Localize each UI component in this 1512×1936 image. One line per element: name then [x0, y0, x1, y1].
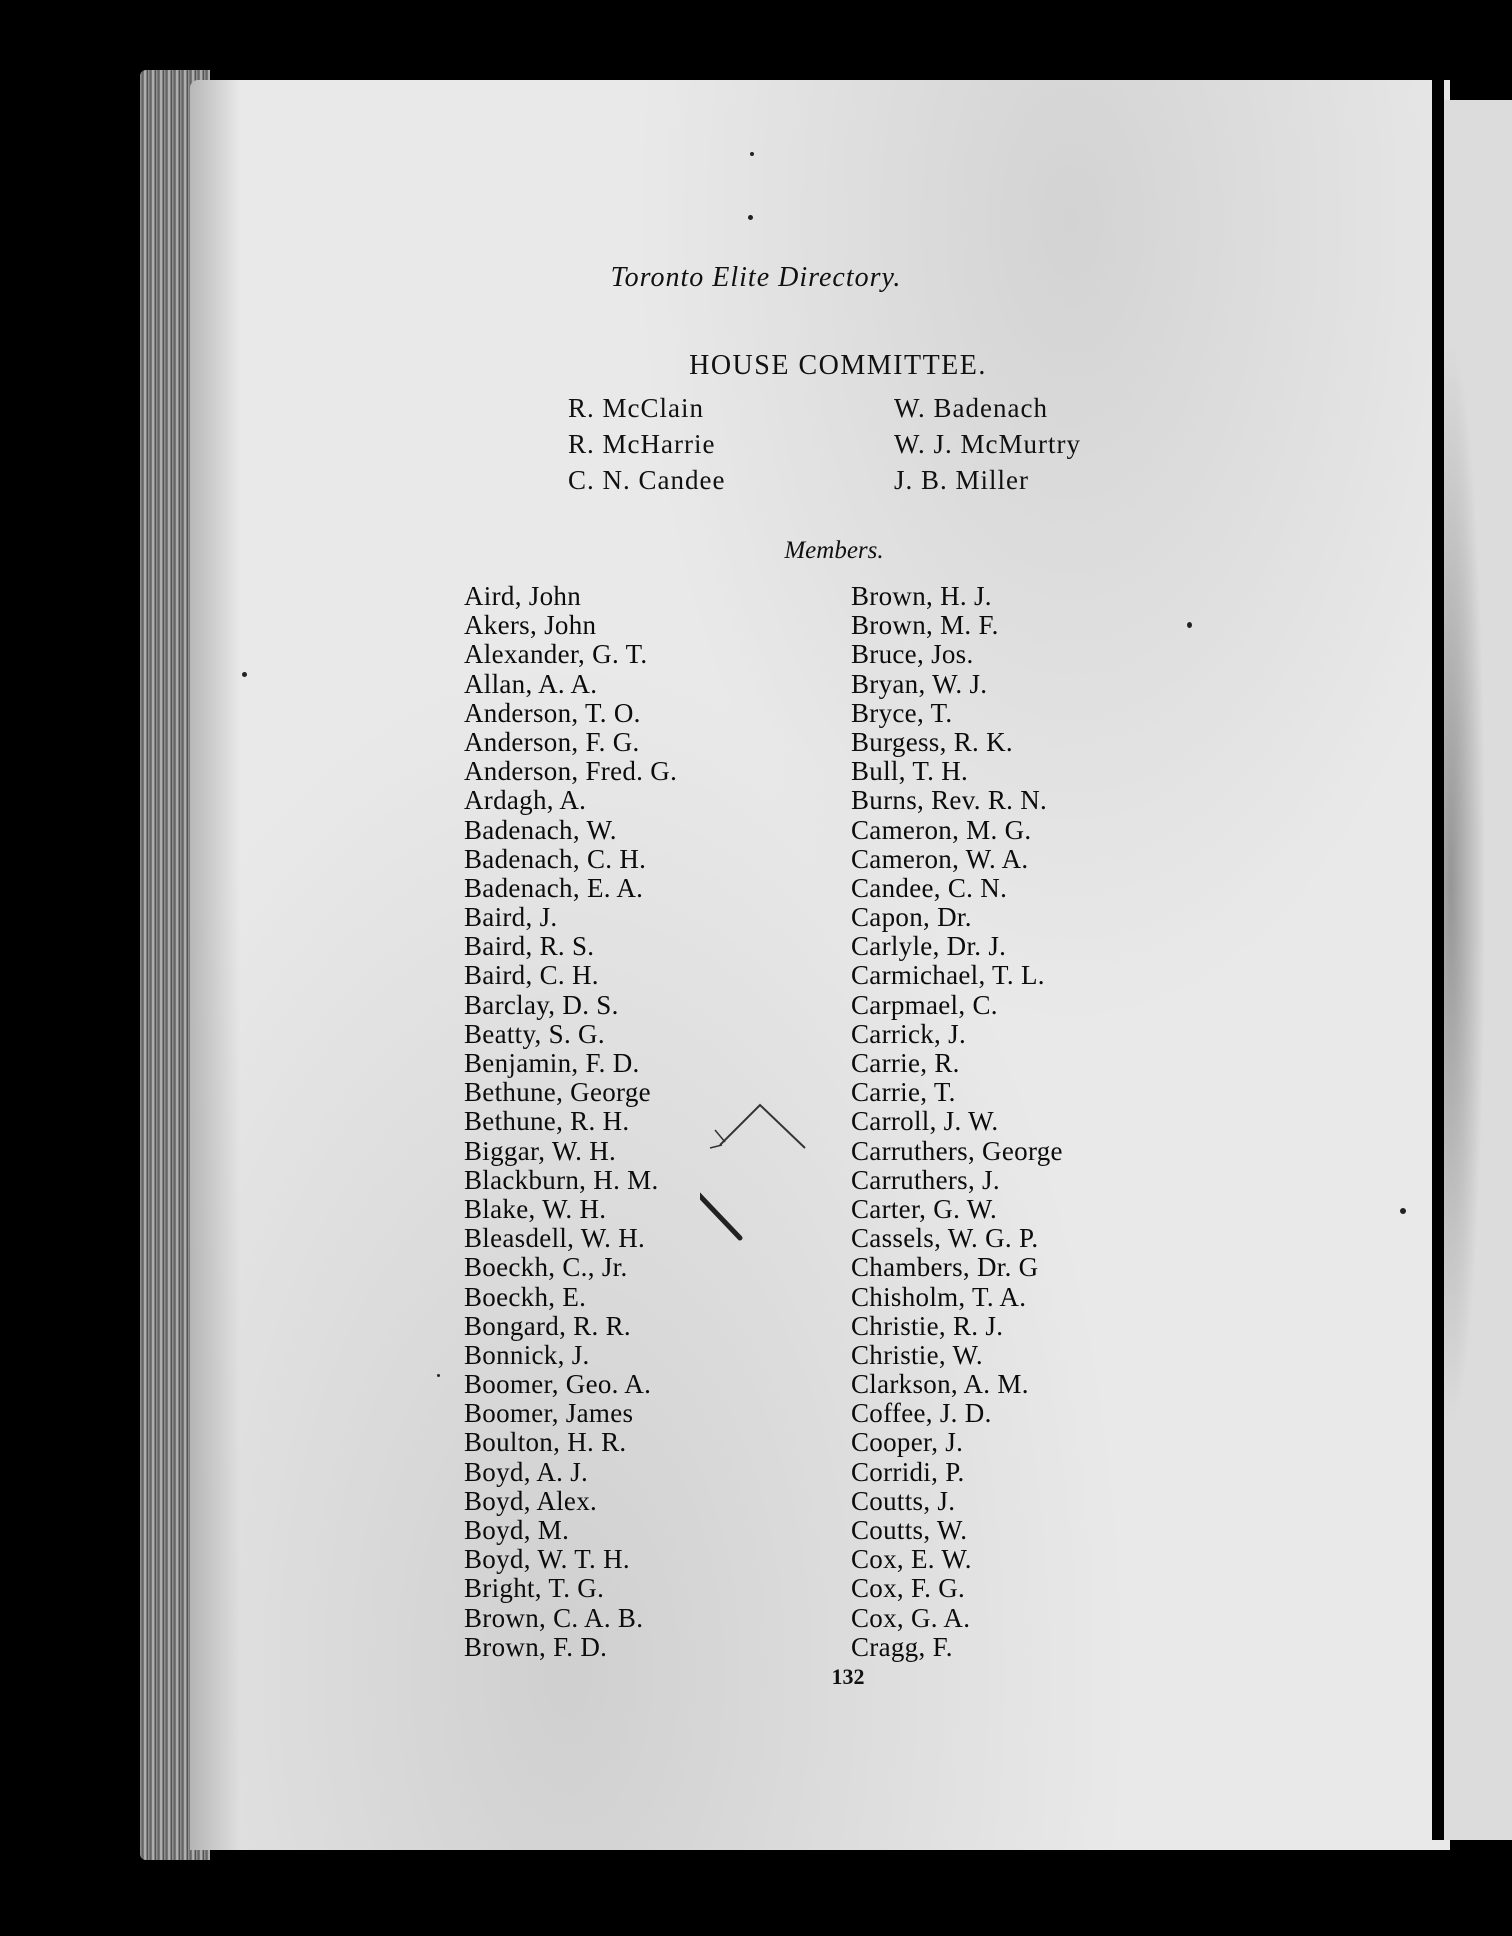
member-entry: Burgess, R. K.	[851, 726, 1013, 757]
member-entry: Bryce, T.	[851, 697, 953, 728]
member-entry: Christie, W.	[851, 1339, 983, 1370]
member-entry: Carmichael, T. L.	[851, 960, 1045, 991]
member-entry: Brown, F. D.	[464, 1631, 608, 1662]
member-entry: Bleasdell, W. H.	[464, 1223, 646, 1254]
member-entry: Brown, H. J.	[851, 581, 992, 611]
member-entry: Coffee, J. D.	[851, 1398, 992, 1429]
binding-shadow	[1432, 80, 1444, 1840]
member-entry: Carpmael, C.	[851, 989, 998, 1020]
member-entry: Bryan, W. J.	[851, 668, 988, 699]
member-entry: Badenach, W.	[464, 814, 617, 845]
member-entry: Bull, T. H.	[851, 756, 969, 787]
member-entry: Akers, John	[464, 610, 597, 641]
member-entry: Christie, R. J.	[851, 1310, 1004, 1341]
member-entry: Blackburn, H. M.	[464, 1164, 659, 1195]
members-heading: Members.	[784, 537, 884, 564]
member-entry: Aird, John	[464, 581, 581, 611]
member-entry: Boomer, Geo. A.	[464, 1369, 652, 1400]
member-entry: Clarkson, A. M.	[851, 1369, 1029, 1400]
member-entry: Beatty, S. G.	[464, 1018, 605, 1049]
member-entry: Ardagh, A.	[464, 785, 587, 816]
committee-member: R. McClain	[568, 393, 704, 423]
speck	[750, 152, 754, 156]
speck	[1187, 622, 1192, 628]
committee-member: W. J. McMurtry	[894, 429, 1081, 459]
committee-member: C. N. Candee	[568, 465, 726, 495]
committee-member: W. Badenach	[894, 393, 1048, 423]
page-number: 132	[831, 1664, 865, 1689]
member-entry: Badenach, E. A.	[464, 872, 644, 903]
members-column-right	[851, 582, 1063, 1662]
member-entry: Biggar, W. H.	[464, 1135, 617, 1166]
member-entry: Allan, A. A.	[464, 668, 598, 699]
member-entry: Badenach, C. H.	[464, 843, 647, 874]
speck	[242, 672, 247, 677]
member-entry: Bongard, R. R.	[464, 1310, 631, 1341]
member-entry: Brown, C. A. B.	[464, 1602, 644, 1633]
member-entry: Carter, G. W.	[851, 1193, 998, 1224]
member-entry: Cassels, W. G. P.	[851, 1223, 1039, 1254]
speck	[437, 1374, 440, 1377]
member-entry: Brown, M. F.	[851, 610, 999, 641]
member-entry: Cameron, W. A.	[851, 843, 1029, 874]
member-entry: Bonnick, J.	[464, 1339, 590, 1370]
member-entry: Cox, G. A.	[851, 1602, 971, 1633]
member-entry: Boyd, Alex.	[464, 1485, 598, 1516]
member-entry: Bethune, R. H.	[464, 1106, 630, 1137]
member-entry: Boulton, H. R.	[464, 1427, 627, 1458]
member-entry: Coutts, W.	[851, 1515, 968, 1545]
member-entry: Carlyle, Dr. J.	[851, 931, 1007, 962]
member-entry: Alexander, G. T.	[464, 639, 648, 670]
member-entry: Boeckh, E.	[464, 1281, 587, 1312]
member-entry: Bethune, George	[464, 1077, 651, 1108]
member-entry: Cox, F. G.	[851, 1573, 966, 1604]
speck	[1400, 1208, 1406, 1214]
member-entry: Boomer, James	[464, 1398, 634, 1429]
member-entry: Boyd, W. T. H.	[464, 1544, 630, 1575]
member-entry: Boyd, A. J.	[464, 1456, 589, 1487]
member-entry: Baird, R. S.	[464, 931, 595, 962]
member-entry: Benjamin, F. D.	[464, 1048, 640, 1078]
member-entry: Carrick, J.	[851, 1018, 967, 1049]
member-entry: Carroll, J. W.	[851, 1106, 999, 1137]
member-entry: Baird, J.	[464, 902, 558, 933]
committee-list	[568, 390, 1188, 498]
member-entry: Carruthers, George	[851, 1135, 1063, 1166]
committee-heading: HOUSE COMMITTEE.	[689, 350, 987, 381]
member-entry: Coutts, J.	[851, 1485, 956, 1516]
member-entry: Anderson, T. O.	[464, 697, 641, 728]
member-entry: Burns, Rev. R. N.	[851, 785, 1048, 816]
member-entry: Capon, Dr.	[851, 902, 972, 933]
member-entry: Baird, C. H.	[464, 960, 599, 991]
member-entry: Anderson, Fred. G.	[464, 756, 678, 787]
member-entry: Chambers, Dr. G	[851, 1252, 1039, 1283]
member-entry: Cox, E. W.	[851, 1544, 972, 1575]
pencil-mark	[700, 1100, 820, 1250]
member-entry: Candee, C. N.	[851, 872, 1008, 903]
member-entry: Blake, W. H.	[464, 1193, 607, 1224]
member-entry: Boeckh, C., Jr.	[464, 1252, 628, 1283]
member-entry: Cragg, F.	[851, 1631, 953, 1662]
member-entry: Bright, T. G.	[464, 1573, 605, 1604]
running-head: Toronto Elite Directory.	[610, 262, 902, 293]
member-entry: Barclay, D. S.	[464, 989, 619, 1020]
member-entry: Carrie, R.	[851, 1048, 960, 1078]
committee-member: R. McHarrie	[568, 429, 716, 459]
member-entry: Carrie, T.	[851, 1077, 956, 1108]
speck	[748, 215, 753, 220]
member-entry: Anderson, F. G.	[464, 726, 640, 757]
member-entry: Cooper, J.	[851, 1427, 964, 1458]
member-entry: Corridi, P.	[851, 1456, 965, 1487]
member-entry: Boyd, M.	[464, 1515, 570, 1545]
committee-member: J. B. Miller	[894, 465, 1030, 495]
member-entry: Chisholm, T. A.	[851, 1281, 1027, 1312]
page-paper	[190, 80, 1450, 1850]
member-entry: Bruce, Jos.	[851, 639, 974, 670]
member-entry: Carruthers, J.	[851, 1164, 1000, 1195]
members-column-left	[464, 582, 677, 1662]
member-entry: Cameron, M. G.	[851, 814, 1032, 845]
